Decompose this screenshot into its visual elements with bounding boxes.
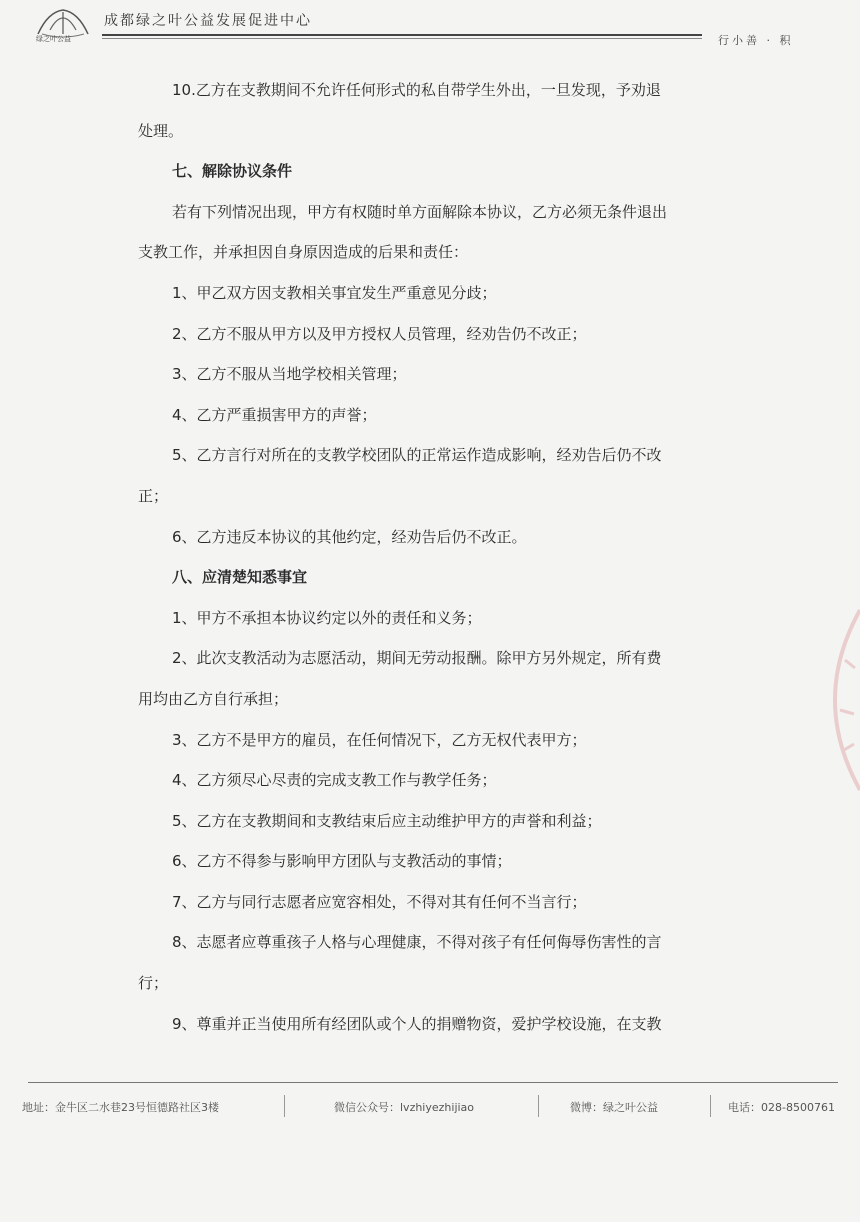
text-line: 支教工作，并承担因自身原因造成的后果和责任： [138, 243, 469, 262]
text-line: 7、乙方与同行志愿者应宽容相处，不得对其有任何不当言行； [172, 892, 587, 911]
letterhead [0, 0, 860, 50]
text-line: 处理。 [138, 121, 184, 140]
text-line: 1、甲乙双方因支教相关事宜发生严重意见分歧； [172, 283, 497, 302]
text-line: 8、志愿者应尊重孩子人格与心理健康，不得对孩子有任何侮辱伤害性的言 [172, 933, 662, 952]
logo-caption: 绿之叶公益 [36, 35, 71, 43]
footer-divider [538, 1095, 539, 1117]
letterhead-footer [22, 1099, 842, 1119]
footer-wechat: 微信公众号：lvzhiyezhijiao [334, 1101, 475, 1114]
footer-phone: 电话：028-8500761 [728, 1101, 835, 1114]
text-line: 5、乙方言行对所在的支教学校团队的正常运作造成影响，经劝告后仍不改 [172, 446, 662, 465]
text-line: 行； [138, 974, 169, 993]
text-line: 4、乙方须尽心尽责的完成支教工作与教学任务； [172, 771, 497, 790]
footer-rule [28, 1082, 838, 1083]
text-line: 2、乙方不服从甲方以及甲方授权人员管理，经劝告仍不改正； [172, 324, 587, 343]
section-heading: 八、应清楚知悉事宜 [172, 568, 308, 587]
footer-divider [284, 1095, 285, 1117]
footer-divider [710, 1095, 711, 1117]
text-line: 10.乙方在支教期间不允许任何形式的私自带学生外出，一旦发现，予劝退 [172, 81, 661, 99]
text-line: 5、乙方在支教期间和支教结束后应主动维护甲方的声誉和利益； [172, 811, 602, 830]
text-line: 1、甲方不承担本协议约定以外的责任和义务； [172, 608, 482, 627]
text-line: 9、尊重并正当使用所有经团队或个人的捐赠物资，爱护学校设施，在支教 [172, 1014, 662, 1033]
text-line: 若有下列情况出现，甲方有权随时单方面解除本协议，乙方必须无条件退出 [172, 202, 668, 221]
header-rule-thin [102, 38, 702, 39]
agreement-body [138, 70, 738, 1044]
motto: 行小善 · 积 [718, 34, 794, 47]
text-line: 用均由乙方自行承担； [138, 689, 289, 708]
text-line: 3、乙方不服从当地学校相关管理； [172, 365, 407, 384]
section-heading: 七、解除协议条件 [172, 162, 293, 181]
header-rule [102, 34, 702, 36]
footer-weibo: 微博：绿之叶公益 [570, 1101, 658, 1114]
organization-name: 成都绿之叶公益发展促进中心 [104, 13, 312, 29]
red-seal-stamp-icon [800, 600, 860, 800]
text-line: 正； [138, 486, 169, 505]
text-line: 6、乙方不得参与影响甲方团队与支教活动的事情； [172, 852, 512, 871]
text-line: 4、乙方严重损害甲方的声誉； [172, 405, 377, 424]
text-line: 2、此次支教活动为志愿活动，期间无劳动报酬。除甲方另外规定，所有费 [172, 649, 662, 668]
text-line: 3、乙方不是甲方的雇员，在任何情况下，乙方无权代表甲方； [172, 730, 587, 749]
footer-address: 地址：金牛区二水巷23号恒德路社区3楼 [22, 1101, 219, 1114]
text-line: 6、乙方违反本协议的其他约定，经劝告后仍不改正。 [172, 527, 527, 546]
